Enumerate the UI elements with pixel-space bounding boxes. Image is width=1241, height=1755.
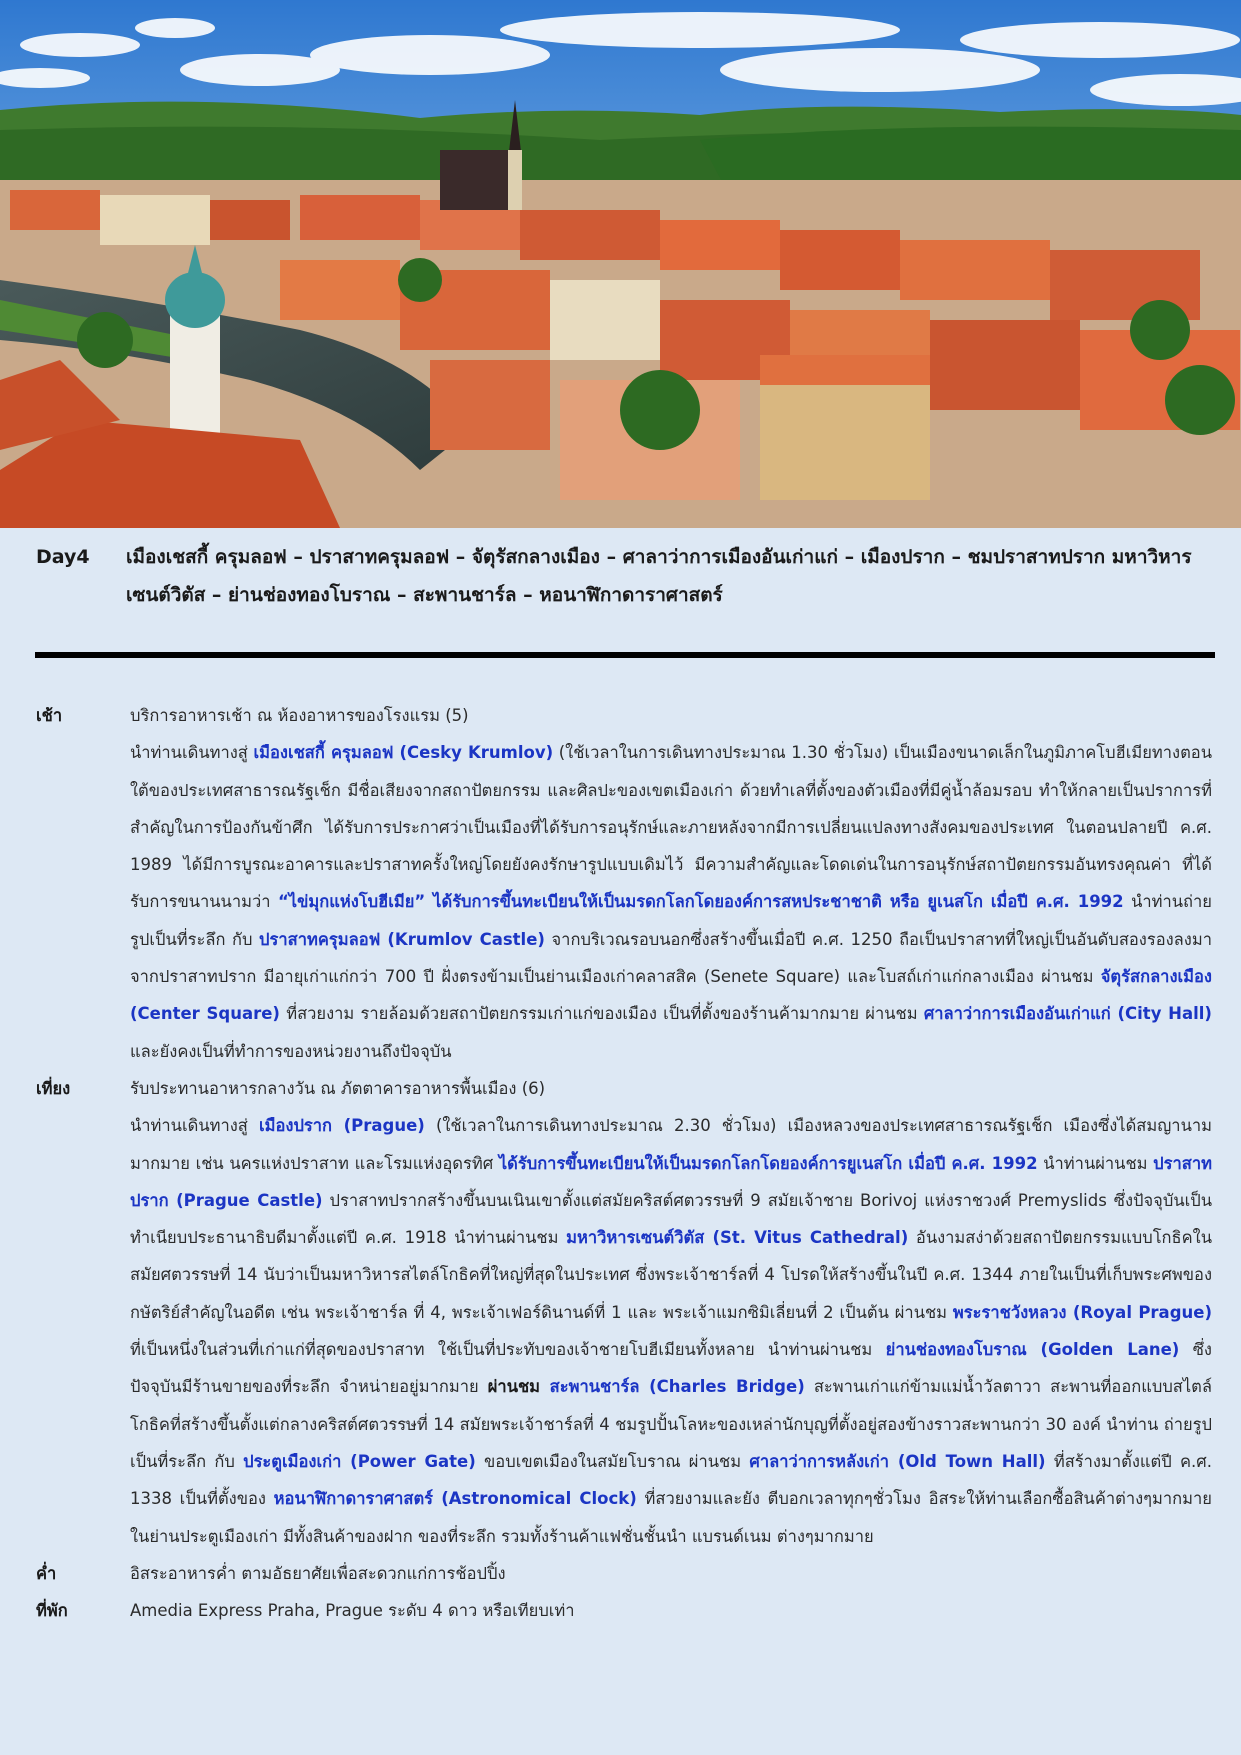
lunch-text: รับประทานอาหารกลางวัน ณ ภัตตาคารอาหารพื้นเมือง (6) xyxy=(130,1078,546,1098)
highlight-krumlov-castle: ปราสาทครุมลอฟ (Krumlov Castle) xyxy=(259,929,545,949)
header-divider xyxy=(35,652,1215,658)
text: ซึ่งปัจจุบันมีร้านขายของที่ระลึก จำหน่ายอยู่มากมาย xyxy=(130,1340,1212,1397)
highlight-city-hall: ศาลาว่าการเมืองอันเก่าแก่ (City Hall) xyxy=(923,1004,1212,1024)
highlight-st-vitus: มหาวิหารเซนต์วิตัส (St. Vitus Cathedral) xyxy=(566,1228,909,1248)
text: อันงามสง่าด้วยสถาปัตยกรรมแบบโกธิคในสมัยศตวรรษที่ 14 นับว่าเป็นมหาวิหารสไตล์โกธิคที่ใหญ่ที่สุดในประเทศ ซึ่งพระเจ้าชาร์ลที่ 4 โปรดให้สร้างขึ้นในปี ค.ศ. 1344 ภายในเป็นที่เก็บพระศพของกษัตริย์สำคัญในอดีต เช่น พระเจ้าชาร์ล ที่ 4, พระเจ้าเฟอร์ดินานด์ที่ 1 และ พระเจ้าแมกซิมิเลี่ยนที่ 2 เป็นต้น ผ่านชม xyxy=(130,1228,1212,1322)
text: นำท่านผ่านชม xyxy=(1037,1153,1154,1173)
meal-noon-row xyxy=(36,1070,1212,1555)
text: ที่เป็นหนึ่งในส่วนที่เก่าแก่ที่สุดของปราสาท ใช้เป็นที่ประทับของเจ้าชายโบฮีเมียนทั้งหลาย นำท่านผ่านชม xyxy=(130,1340,886,1360)
highlight-center-square: จัตุรัสกลางเมือง (Center Square) xyxy=(130,967,1212,1024)
noon-paragraph xyxy=(130,1107,1212,1555)
text: จากบริเวณรอบนอกซึ่งสร้างขึ้นเมื่อปี ค.ศ. 1250 ถือเป็นปราสาทที่ใหญ่เป็นอันดับสองรองลงมาจากปราสาทปราก มีอายุเก่าแก่กว่า 700 ปี ฝั่งตรงข้ามเป็นย่านเมืองเก่าคลาสสิค (Senete Square) และโบสถ์เก่าแก่กลางเมือง ผ่านชม xyxy=(130,929,1212,987)
text: นำท่านเดินทางสู่ xyxy=(130,1116,259,1136)
text: สะพานเก่าแก่ข้ามแม่น้ำวัลตาวา สะพานที่ออกแบบสไตล์โกธิคที่สร้างขึ้นตั้งแต่กลางคริสต์ศตวรรษที่ 14 สมัยพระเจ้าชาร์ลที่ 4 ชมรูปปั้นโลหะของเหล่านักบุญที่ตั้งอยู่สองข้างราวสะพานกว่า 30 องค์ นำท่าน ถ่ายรูปเป็นที่ระลึก กับ xyxy=(130,1377,1212,1471)
text: นำท่านเดินทางสู่ xyxy=(130,743,254,763)
text: และยังคงเป็นที่ทำการของหน่วยงานถึงปัจจุบัน xyxy=(130,1041,452,1061)
meal-morning-row xyxy=(36,697,1212,1070)
text: ปราสาทปรากสร้างขึ้นบนเนินเขาตั้งแต่สมัยคริสต์ศตวรรษที่ 9 สมัยเจ้าชาย Borivoj แห่งราชวงศ์ Premyslids ซึ่งปัจจุบันเป็นทำเนียบประธานาธิบดีมาตั้งแต่ปี ค.ศ. 1918 นำท่านผ่านชม xyxy=(130,1190,1212,1248)
meal-label-dinner: ค่ำ xyxy=(36,1563,57,1583)
text: ขอบเขตเมืองในสมัยโบราณ ผ่านชม xyxy=(475,1451,750,1471)
highlight-prague: เมืองปราก (Prague) xyxy=(258,1116,425,1136)
text: นำท่านถ่ายรูปเป็นที่ระลึก กับ xyxy=(130,892,1212,949)
highlight-unesco-1992: ได้รับการขึ้นทะเบียนให้เป็นมรดกโลกโดยองค์การยูเนสโก เมื่อปี ค.ศ. 1992 xyxy=(498,1153,1038,1173)
dinner-text: อิสระอาหารค่ำ ตามอัธยาศัยเพื่อสะดวกแก่การช้อปปิ้ง xyxy=(130,1563,506,1583)
text: (ใช้เวลาในการเดินทางประมาณ 1.30 ชั่วโมง) เป็นเมืองขนาดเล็กในภูมิภาคโบฮีเมียทางตอนใต้ของประเทศสาธารณรัฐเช็ก มีชื่อเสียงจากสถาปัตยกรรม และศิลปะของเขตเมืองเก่า ด้วยทำเลที่ตั้งของตัวเมืองที่มีคู่น้ำล้อมรอบ ทำให้กลายเป็นปราการที่สำคัญในการป้องกันข้าศึก ได้รับการประกาศว่าเป็นเมืองที่ได้รับการอนุรักษ์และภายหลังจากมีการเปลี่ยนแปลงทางสังคมของประเทศ ในตอนปลายปี ค.ศ. 1989 ได้มีการบูรณะอาคารและปราสาทครั้งใหญ่โดยยังคงรักษารูปแบบเดิมไว้ มีความสำคัญและโดดเด่นในการอนุรักษ์สถาปัตยกรรมอันทรงคุณค่า ที่ได้รับการขนานนามว่า xyxy=(130,743,1212,912)
meal-dinner-row xyxy=(36,1555,1212,1592)
hotel-label: ที่พัก xyxy=(36,1601,68,1621)
highlight-power-gate: ประตูเมืองเก่า (Power Gate) xyxy=(243,1451,476,1471)
day-label: Day4 xyxy=(36,546,90,568)
noon-content xyxy=(130,1070,1212,1555)
text: ที่สร้างมาตั้งแต่ปี ค.ศ. 1338 เป็นที่ตั้งของ xyxy=(130,1451,1212,1509)
day-title: เมืองเชสกี้ ครุมลอฟ – ปราสาทครุมลอฟ – จัตุรัสกลางเมือง – ศาลาว่าการเมืองอันเก่าแก่ – เมืองปราก – ชมปราสาทปราก มหาวิหารเซนต์วิตัส – ย่านช่องทองโบราณ – สะพานชาร์ล – หอนาฬิกาดาราศาสตร์ xyxy=(126,546,1192,606)
meal-label-noon: เที่ยง xyxy=(36,1078,71,1098)
morning-paragraph xyxy=(130,734,1212,1070)
highlight-old-town-hall: ศาลาว่าการหลังเก่า (Old Town Hall) xyxy=(749,1451,1046,1471)
meal-label-morning: เช้า xyxy=(36,706,63,725)
highlight-astronomical-clock: หอนาฬิกาดาราศาสตร์ (Astronomical Clock) xyxy=(273,1489,637,1509)
highlight-cesky-krumlov: เมืองเชสกี้ ครุมลอฟ (Cesky Krumlov) xyxy=(253,743,554,763)
text: ที่สวยงามและยัง ตีบอกเวลาทุกๆชั่วโมง อิสระให้ท่านเลือกซื้อสินค้าต่างๆมากมายในย่านประตูเมืองเก่า มีทั้งสินค้าของฝาก ของที่ระลึก รวมทั้งร้านค้าแฟชั่นชั้นนำ แบรนด์เนม ต่างๆมากมาย xyxy=(130,1489,1212,1546)
hotel-text: Amedia Express Praha, Prague ระดับ 4 ดาว หรือเทียบเท่า xyxy=(130,1601,575,1621)
text: ที่สวยงาม รายล้อมด้วยสถาปัตยกรรมเก่าแก่ของเมือง เป็นที่ตั้งของร้านค้ามากมาย ผ่านชม xyxy=(279,1004,924,1024)
highlight-royal-prague: พระราชวังหลวง (Royal Prague) xyxy=(952,1302,1212,1322)
hotel-row xyxy=(36,1592,1212,1629)
highlight-charles-bridge: สะพานชาร์ล (Charles Bridge) xyxy=(549,1377,805,1397)
text: (ใช้เวลาในการเดินทางประมาณ 2.30 ชั่วโมง) เมืองหลวงของประเทศสาธารณรัฐเช็ก เมืองซึ่งได้สมญานามมากมาย เช่น นครแห่งปราสาท และโรมแห่งอุดรทิศ xyxy=(130,1116,1212,1173)
itinerary-body xyxy=(36,697,1212,1629)
hero-panorama-image xyxy=(0,0,1241,528)
morning-content xyxy=(130,697,1212,1070)
highlight-golden-lane: ย่านช่องทองโบราณ (Golden Lane) xyxy=(885,1340,1180,1360)
hero-photo-cesky-krumlov xyxy=(0,0,1241,528)
highlight-prague-castle: ปราสาทปราก (Prague Castle) xyxy=(130,1153,1212,1210)
highlight-pearl-of-bohemia: “ไข่มุกแห่งโบฮีเมีย” ได้รับการขึ้นทะเบียนให้เป็นมรดกโลกโดยองค์การสหประชาชาติ หรือ ยูเนสโก เมื่อปี ค.ศ. 1992 xyxy=(277,892,1124,912)
bold-pass-by: ผ่านชม xyxy=(487,1377,550,1397)
breakfast-text: บริการอาหารเช้า ณ ห้องอาหารของโรงแรม (5) xyxy=(130,706,469,725)
